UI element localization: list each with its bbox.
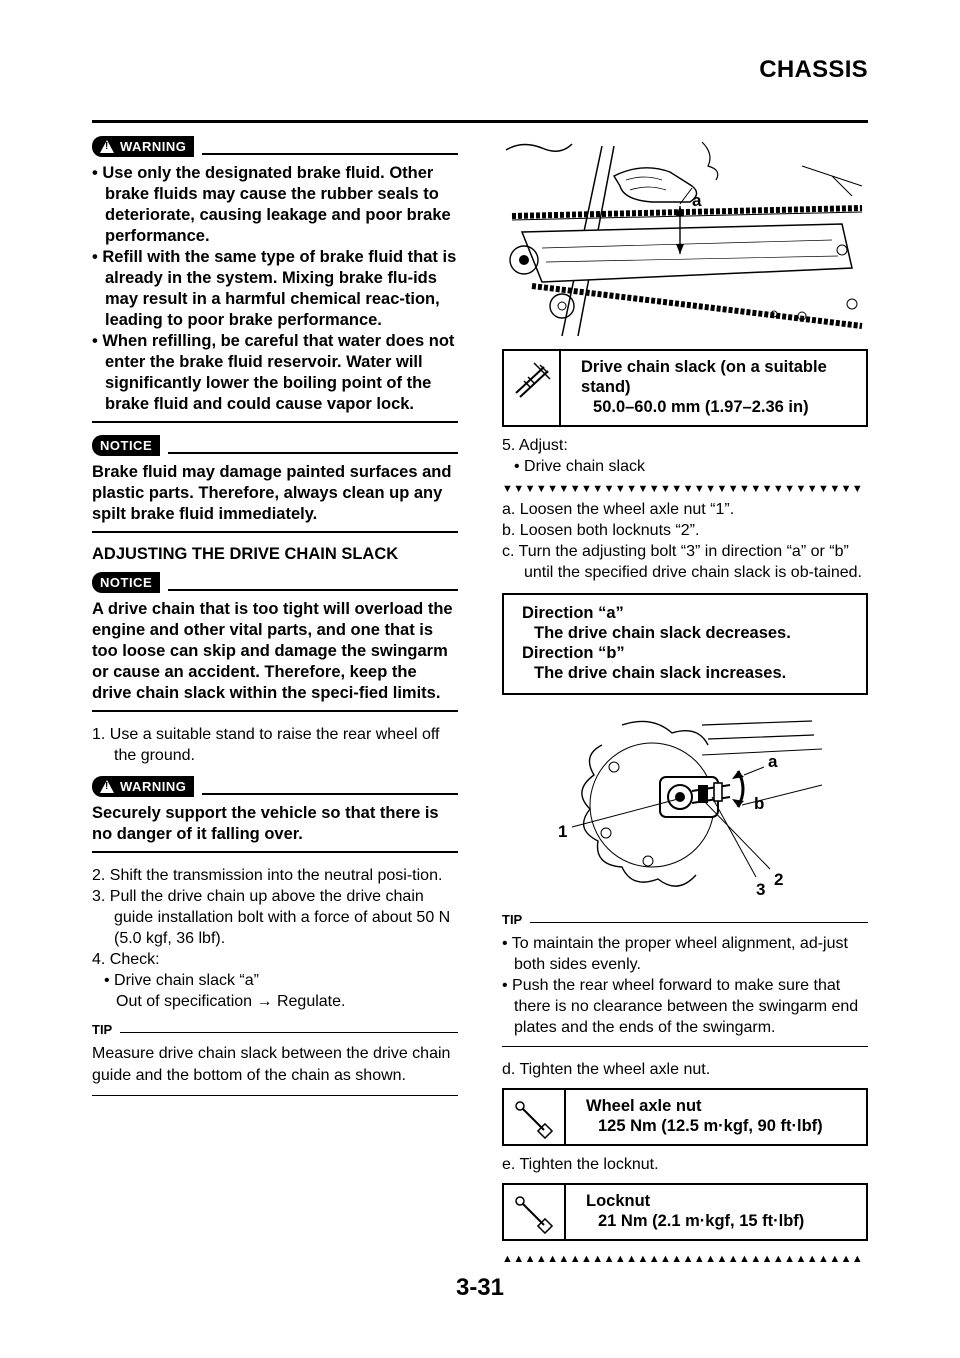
spec-value: 125 Nm (12.5 m·kgf, 90 ft·lbf) <box>598 1117 823 1135</box>
right-column <box>502 136 868 1265</box>
warning-text: Securely support the vehicle so that there is no danger of it falling over. <box>92 804 439 843</box>
step-5: 5. Adjust: <box>502 437 568 454</box>
direction-a-text: The drive chain slack decreases. <box>534 624 791 642</box>
drive-chain-slack-spec <box>502 349 868 427</box>
direction-a-label: Direction “a” <box>522 604 624 622</box>
substep-b: b. Loosen both locknuts “2”. <box>502 522 700 539</box>
page-title: CHASSIS <box>759 56 868 83</box>
spec-title: Wheel axle nut <box>586 1097 702 1115</box>
warning-bullet: • Use only the designated brake fluid. Other brake fluids may cause the rubber seals to deteriorate, causing leakage and poor brake performance. <box>92 164 451 245</box>
warning-bullets <box>92 163 458 415</box>
tip-label: TIP <box>502 912 523 927</box>
torque-wrench-icon <box>512 1098 556 1142</box>
wheel-axle-nut-spec <box>502 1088 868 1146</box>
tip-bullet: • To maintain the proper wheel alignment, ad-just both sides evenly. <box>502 935 848 973</box>
notice-text: A drive chain that is too tight will overload the engine and other vital parts, and one that is too loose can skip and damage the swingarm or cause an accident. Therefore, keep the drive chain slack within the speci-fied limits. <box>92 600 453 702</box>
figure-label-a: a <box>768 752 778 771</box>
header-rule <box>92 120 868 123</box>
step-5-bullet: • Drive chain slack <box>514 458 645 475</box>
warning-badge: ! WARNING <box>92 136 194 157</box>
spec-value: 50.0–60.0 mm (1.97–2.36 in) <box>593 398 809 416</box>
warning-label-row <box>92 136 458 157</box>
notice-badge: NOTICE <box>92 572 160 593</box>
figure-label-a: a <box>692 191 702 210</box>
direction-box <box>502 593 868 695</box>
procedure-start-arrows: ▼▼▼▼▼▼▼▼▼▼▼▼▼▼▼▼▼▼▼▼▼▼▼▼▼▼▼▼▼▼▼▼ <box>502 483 864 495</box>
spec-value: 21 Nm (2.1 m·kgf, 15 ft·lbf) <box>598 1212 805 1230</box>
warning-triangle-icon <box>100 140 114 153</box>
tip-bullet: • Push the rear wheel forward to make sure that there is no clearance between the swingarm end plates and the ends of the swingarm. <box>502 977 859 1036</box>
substep-e: e. Tighten the locknut. <box>502 1156 659 1173</box>
warning-bullet: • Refill with the same type of brake fluid that is already in the system. Mixing brake flu-ids may result in a harmful chemical reac-tion, leading to poor brake performance. <box>92 248 457 329</box>
locknut-spec <box>502 1183 868 1241</box>
page-number: 3-31 <box>455 1274 505 1301</box>
direction-b-label: Direction “b” <box>522 644 625 662</box>
spec-title: Locknut <box>586 1192 651 1210</box>
warning-triangle-icon <box>100 780 114 793</box>
warning-bullet: • When refilling, be careful that water does not enter the brake fluid reservoir. Water will significantly lower the boiling point of the brake fluid and could cause vapor lock. <box>92 332 455 413</box>
step-4-line: Out of specification → Regulate. <box>116 993 346 1010</box>
section-heading: ADJUSTING THE DRIVE CHAIN SLACK <box>92 545 399 563</box>
warning-label-row <box>92 776 458 797</box>
tip-label-row <box>502 912 868 927</box>
left-column <box>92 136 458 1108</box>
step-2: 2. Shift the transmission into the neutral posi-tion. <box>92 867 443 884</box>
caliper-gauge-icon <box>510 359 554 403</box>
drive-chain-figure <box>502 136 868 340</box>
figure-label-b: b <box>754 794 765 813</box>
notice-text: Brake fluid may damage painted surfaces and plastic parts. Therefore, always clean up any spilt brake fluid immediately. <box>92 463 452 523</box>
tip-text: Measure drive chain slack between the drive chain guide and the bottom of the chain as shown. <box>92 1045 451 1084</box>
step-4-bullet: • Drive chain slack “a” <box>104 972 259 989</box>
substep-d: d. Tighten the wheel axle nut. <box>502 1061 711 1078</box>
step-4: 4. Check: <box>92 951 160 968</box>
notice-label-row <box>92 572 458 593</box>
spec-title: Drive chain slack (on a suitable stand) <box>581 358 827 396</box>
step-3: 3. Pull the drive chain up above the drive chain guide installation bolt with a force of about 50 N (5.0 kgf, 36 lbf). <box>92 888 451 947</box>
substep-a: a. Loosen the wheel axle nut “1”. <box>502 501 735 518</box>
warning-badge: ! WARNING <box>92 776 194 797</box>
substep-c: c. Turn the adjusting bolt “3” in direction “a” or “b” until the specified drive chain slack is ob-tained. <box>502 543 862 581</box>
notice-badge: NOTICE <box>92 435 160 456</box>
procedure-end-arrows: ▲▲▲▲▲▲▲▲▲▲▲▲▲▲▲▲▲▲▲▲▲▲▲▲▲▲▲▲▲▲▲▲ <box>502 1253 864 1265</box>
step-1: 1. Use a suitable stand to raise the rear wheel off the ground. <box>92 726 440 764</box>
figure-label-3: 3 <box>756 880 766 899</box>
direction-b-text: The drive chain slack increases. <box>534 664 787 682</box>
notice-label-row <box>92 435 458 456</box>
tip-label-row <box>92 1022 458 1037</box>
torque-wrench-icon <box>512 1193 556 1237</box>
tip-label: TIP <box>92 1022 113 1037</box>
figure-label-1: 1 <box>558 822 568 841</box>
axle-adjuster-figure <box>502 705 868 901</box>
figure-label-2: 2 <box>774 870 784 889</box>
